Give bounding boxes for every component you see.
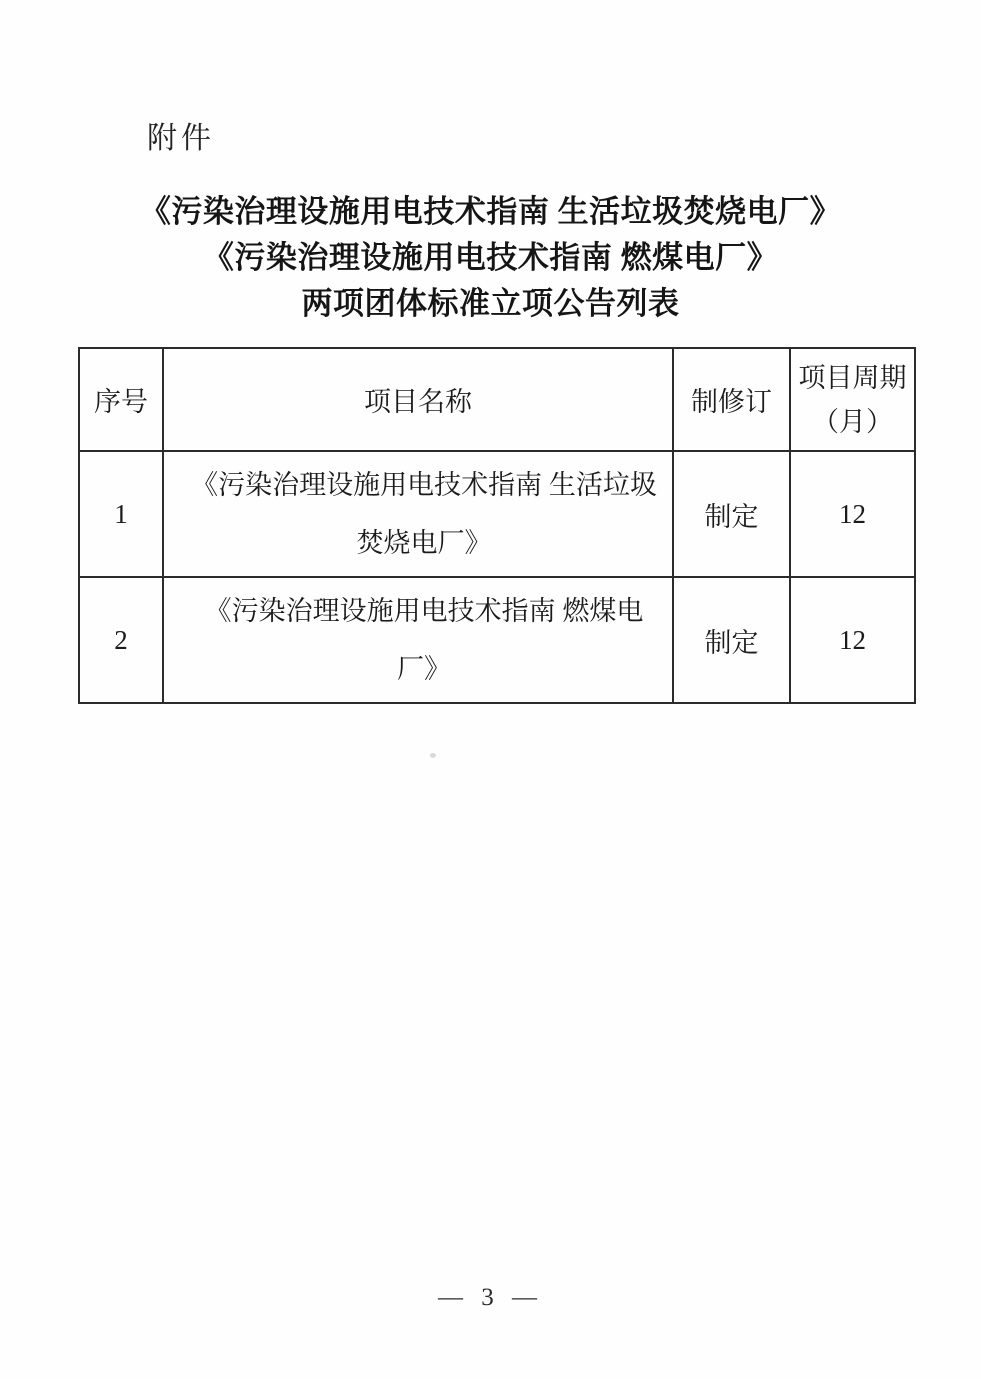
row1-index-cell: 1 <box>79 451 163 577</box>
header-cell-revision: 制修订 <box>673 348 790 451</box>
table-row <box>79 451 915 577</box>
row1-cycle-cell: 12 <box>790 451 915 577</box>
row2-cycle-cell: 12 <box>790 577 915 703</box>
header-cycle-line2: （月） <box>812 406 893 437</box>
header-cycle-line1: 项目周期 <box>798 362 907 393</box>
scan-artifact-speck <box>430 753 436 758</box>
row2-index-cell: 2 <box>79 577 163 703</box>
header-cell-cycle <box>790 348 915 451</box>
attachment-label: 附件 <box>147 122 215 155</box>
standards-project-table <box>78 347 916 704</box>
header-cell-name: 项目名称 <box>163 348 673 451</box>
row1-revision-cell: 制定 <box>673 451 790 577</box>
row2-project-name-cell: 《污染治理设施用电技术指南 燃煤电厂》 <box>163 577 673 703</box>
table-row <box>79 577 915 703</box>
table-header-row <box>79 348 915 451</box>
page-number: — 3 — <box>438 1284 543 1311</box>
row2-revision-cell: 制定 <box>673 577 790 703</box>
document-title-line-2: 《污染治理设施用电技术指南 燃煤电厂》 <box>202 240 779 275</box>
document-title-line-1: 《污染治理设施用电技术指南 生活垃圾焚烧电厂》 <box>139 194 842 229</box>
document-title <box>0 189 981 327</box>
document-title-line-3: 两项团体标准立项公告列表 <box>301 286 680 321</box>
row1-project-name-cell: 《污染治理设施用电技术指南 生活垃圾焚烧电厂》 <box>163 451 673 577</box>
header-cell-index: 序号 <box>79 348 163 451</box>
